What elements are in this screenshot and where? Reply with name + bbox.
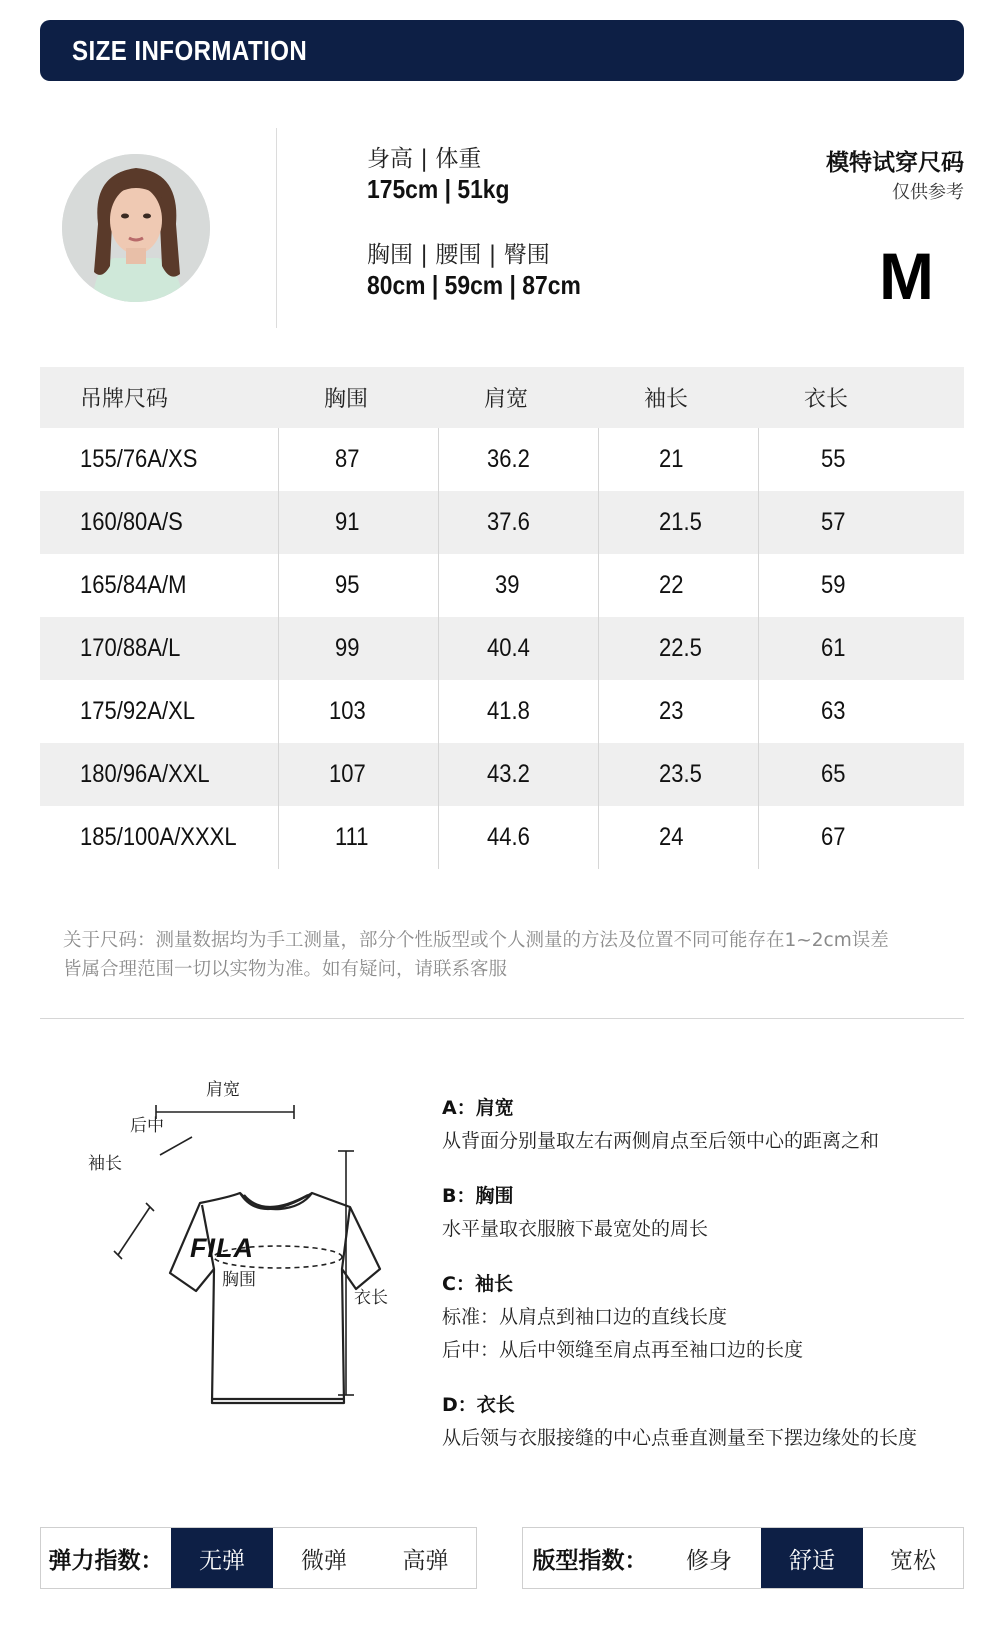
definition-sleeve xyxy=(442,1269,982,1362)
size-table xyxy=(40,367,964,869)
definition-text: 从后领与衣服接缝的中心点垂直测量至下摆边缘处的长度 xyxy=(442,1427,918,1449)
fit-index xyxy=(522,1527,964,1589)
elasticity-option-none: 无弹 xyxy=(171,1528,273,1588)
table-row xyxy=(40,428,964,491)
section-divider xyxy=(40,1018,964,1019)
elasticity-label: 弹力指数： xyxy=(48,1547,164,1574)
cell-length: 59 xyxy=(758,554,964,617)
definition-text: 从背面分别量取左右两侧肩点至后领中心的距离之和 xyxy=(442,1130,880,1152)
cell-chest: 111 xyxy=(278,806,438,869)
model-info xyxy=(40,128,964,328)
model-size: M xyxy=(879,239,934,313)
cell-sleeve: 21.5 xyxy=(598,491,758,554)
definition-title: A：肩宽 xyxy=(442,1097,514,1119)
elasticity-option-slight: 微弹 xyxy=(301,1547,347,1574)
fit-option-loose: 宽松 xyxy=(890,1547,936,1574)
cell-tag-size: 180/96A/XXL xyxy=(40,743,278,806)
table-row xyxy=(40,680,964,743)
size-table-header xyxy=(40,367,964,428)
fit-option-slim: 修身 xyxy=(686,1547,732,1574)
measurements-value: 80cm | 59cm | 87cm xyxy=(367,270,581,300)
cell-length: 63 xyxy=(758,680,964,743)
cell-tag-size: 170/88A/L xyxy=(40,617,278,680)
cell-length: 67 xyxy=(758,806,964,869)
cell-tag-size: 175/92A/XL xyxy=(80,697,195,725)
model-size-note: 仅供参考 xyxy=(892,182,964,203)
cell-shoulder: 43.2 xyxy=(438,743,598,806)
cell-sleeve: 24 xyxy=(598,806,758,869)
cell-chest: 107 xyxy=(278,743,438,806)
cell-chest: 103 xyxy=(278,680,438,743)
cell-sleeve: 21 xyxy=(598,428,758,491)
definition-text: 标准：从肩点到袖口边的直线长度 xyxy=(442,1306,728,1328)
label-chest: 胸围 xyxy=(222,1270,256,1290)
cell-chest: 95 xyxy=(278,554,438,617)
cell-sleeve: 23 xyxy=(598,680,758,743)
definition-title: D：衣长 xyxy=(442,1394,515,1416)
definition-shoulder xyxy=(442,1093,982,1153)
header-length: 衣长 xyxy=(758,367,964,428)
note-line-2: 皆属合理范围一切以实物为准。如有疑问，请联系客服 xyxy=(63,959,508,980)
model-size-caption: 模特试穿尺码 xyxy=(826,150,964,176)
height-weight-value: 175cm | 51kg xyxy=(367,174,510,204)
header-sleeve: 袖长 xyxy=(598,367,758,428)
definition-length xyxy=(442,1390,982,1450)
table-row xyxy=(40,743,964,806)
label-back-center: 后中 xyxy=(130,1116,164,1136)
note-line-1: 关于尺码：测量数据均为手工测量，部分个性版型或个人测量的方法及位置不同可能存在1~2cm误差 xyxy=(63,930,889,951)
measurement-note xyxy=(63,926,963,984)
header-tag-size: 吊牌尺码 xyxy=(40,367,278,428)
measurement-definitions xyxy=(442,1093,982,1478)
elasticity-index xyxy=(40,1527,477,1589)
cell-shoulder: 44.6 xyxy=(438,806,598,869)
table-row xyxy=(40,554,964,617)
label-sleeve: 袖长 xyxy=(88,1154,122,1174)
cell-length: 65 xyxy=(758,743,964,806)
fit-label: 版型指数： xyxy=(532,1547,648,1574)
cell-chest: 87 xyxy=(278,428,438,491)
cell-length: 55 xyxy=(758,428,964,491)
cell-shoulder: 39 xyxy=(438,554,598,617)
cell-chest: 91 xyxy=(278,491,438,554)
cell-shoulder: 36.2 xyxy=(438,428,598,491)
height-weight-label: 身高 | 体重 xyxy=(367,146,482,172)
cell-sleeve: 22.5 xyxy=(598,617,758,680)
header-chest: 胸围 xyxy=(278,367,438,428)
header-title: SIZE INFORMATION xyxy=(72,34,308,66)
definition-title: C：袖长 xyxy=(442,1273,513,1295)
cell-sleeve: 22 xyxy=(598,554,758,617)
cell-tag-size: 155/76A/XS xyxy=(80,445,198,473)
measurements-label: 胸围 | 腰围 | 臀围 xyxy=(367,242,550,268)
label-length: 衣长 xyxy=(354,1288,388,1308)
header-bar xyxy=(40,20,964,81)
cell-length: 57 xyxy=(758,491,964,554)
fit-option-regular: 舒适 xyxy=(761,1528,863,1588)
cell-tag-size: 160/80A/S xyxy=(40,491,278,554)
definition-chest xyxy=(442,1181,982,1241)
table-row xyxy=(40,617,964,680)
label-shoulder: 肩宽 xyxy=(206,1080,240,1100)
tshirt-diagram xyxy=(80,1080,420,1425)
fila-logo: FILA xyxy=(190,1233,254,1263)
cell-sleeve: 23.5 xyxy=(598,743,758,806)
elasticity-option-high: 高弹 xyxy=(402,1547,449,1574)
model-avatar xyxy=(62,154,210,302)
table-row xyxy=(40,491,964,554)
definition-title: B：胸围 xyxy=(442,1185,514,1207)
cell-shoulder: 40.4 xyxy=(438,617,598,680)
definition-text: 水平量取衣服腋下最宽处的周长 xyxy=(442,1218,709,1240)
model-divider xyxy=(276,128,277,328)
cell-tag-size: 185/100A/XXXL xyxy=(80,823,237,851)
cell-shoulder: 41.8 xyxy=(438,680,598,743)
cell-shoulder: 37.6 xyxy=(438,491,598,554)
header-shoulder: 肩宽 xyxy=(438,367,598,428)
table-row xyxy=(40,806,964,869)
cell-tag-size: 165/84A/M xyxy=(80,571,187,599)
definition-text: 后中：从后中领缝至肩点再至袖口边的长度 xyxy=(442,1339,804,1361)
cell-length: 61 xyxy=(758,617,964,680)
cell-chest: 99 xyxy=(278,617,438,680)
